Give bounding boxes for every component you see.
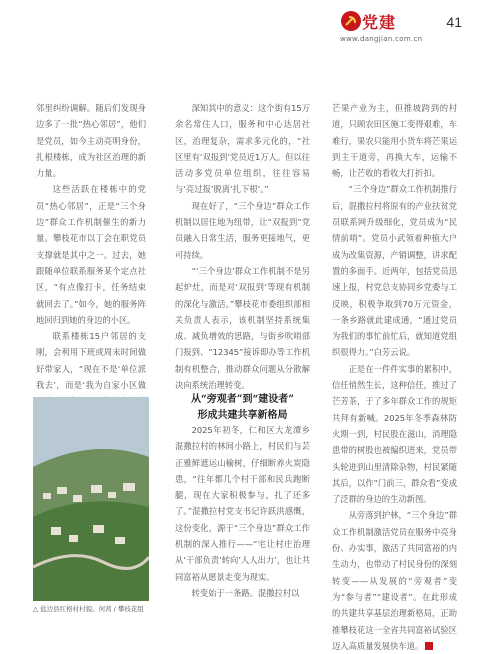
- village-aerial-photo: [33, 397, 149, 601]
- paragraph: 邻里纠纷调解。随后们发现身边多了一批“热心邻居”，他们是党员，如今主动亮明身份，扎根楼栋，成为社区治理的新力量。: [36, 103, 146, 179]
- paragraph: 芒果产业为主，但推坡跨到的村道，只顾农田区施工变得艰难，车难行，果农只能用小货车将芒果运到主干道旁，再换大车，运输不畅，让芒收的看收大打折扣。: [332, 103, 457, 179]
- paragraph: “三个身边”群众工作机制推行后，混撒拉村将原有的产业扶贫党员联系网升级细化，党员成为“民情前哨”。党员小武领着种植大户成为改集资源，产销调整，讲求配置的多面手。近两年，包括党员迅速上报，村党总支协同乡党委与工反映，积极争取到70万元资金，一条乡路就此建成通，“通过党员为我们的事忙前忙后，就知道党组织很得力。”白芳云说。: [332, 184, 457, 358]
- paragraph: 这些活跃在楼栋中的党员“热心邻居”，正是“三个身边”群众工作机制催生的新力量。攀枝花市以丁会在职党员支撑就是其中之一。过去，她跟随单位联系服务某个定点社区，“有点像打卡，任务结束就回去了。”如今，她的服务阵地回归到她的身边的小区。: [36, 184, 146, 325]
- paragraph: 从旁落到护林，“三个身边”群众工作机制激活党员在服务中亮身份、办实事，激活了共同富裕的内生动力，也带动了村民身份的深刻转变——从发展的“旁观者”变为“参与者”“建设者”。在此形成的共建共享基层治理新格局，正助推攀枝花这一全省共同富裕试验区迈入高质量发展快车道。: [332, 510, 457, 651]
- magazine-url: www.dangjian.com.cn: [340, 35, 423, 43]
- page-number: 41: [446, 14, 462, 30]
- paragraph: 正是在一件件实事的累积中，信任悄然生长，这种信任，推过了芒芳茶，于了多年群众工作的规矩共拜有新喊。2025年冬季森林防火期一到，村民股在滋山，消理隐患带的树股也被编织进来，党员带头轮进到山里清除杂物，村民紧随其后，以作“门前三，群众看”变成了泛群的身边的生动新图。: [332, 363, 457, 505]
- paragraph: 联系楼栋15户邻居的支刚，会利用下班或周末时间做好带家人，“现在不是‘单位派我去’，而是‘我为自家小区做: [36, 331, 146, 391]
- magazine-logo: [340, 8, 440, 44]
- end-mark-icon: [425, 642, 433, 650]
- paragraph: 现在好了，“三个身边”群众工作机制以居住地为纽带，让“双报到”党员融入日常生活，服务更接地气，更可持续。: [175, 200, 310, 260]
- text-column-2: [175, 100, 310, 393]
- text-column-2-lower: [175, 422, 310, 601]
- section-subhead-line-1: 从“旁观者”到“建设者”: [190, 394, 294, 405]
- photo-caption: △ 盐边县红格村村貌。何茜 / 攀枝花组: [33, 605, 144, 613]
- page-header: [0, 0, 484, 52]
- paragraph: 2025年初冬，仁和区大龙潭乡混撒拉村的林间小路上，村民们与芸正雅鲜遮运山榆树，仔细断养火炭隐患，“往年都几个村干部和民兵跑断腿，现在大家积极参与，扎了还多了。”混撒拉村党支书记许跃洪感慨，这份变化，源于“三个身边”群众工作机制的深入推行——“宅让村庄治理从‘干部负责’转向‘人人出力’，也让共同富裕从愿景走变为现实。: [175, 425, 311, 582]
- magazine-brand-name: 党建: [362, 13, 397, 32]
- section-subhead-line-2: 形成共建共享新格局: [197, 410, 288, 421]
- paragraph: 转变始于一条路。混撒拉村以: [191, 587, 300, 598]
- paragraph: 深知其中的意义：这个街有15万余名常住人口，服务和中心达居社区，治理复杂，需求多元化的，“社区里有‘双报到’党员近1万人。但以往活动多党员单位组织，往往容易与‘亮过报’脱离‘扎下根’。”: [175, 103, 311, 195]
- text-column-3: [332, 100, 457, 654]
- paragraph: “‘三个身边’群众工作机制不是另起炉灶，而是对‘双报到’等现有机制的深化与激活。”攀枝花市委组织部相关负责人表示，该机制坚持系统集成、减负增效的思路，与街乡吹哨部门报到、“12345”接诉即办等工作机制有机整合，推动群众问题从分散解决向系统治理转变。: [175, 265, 310, 391]
- party-emblem-icon: [340, 10, 362, 32]
